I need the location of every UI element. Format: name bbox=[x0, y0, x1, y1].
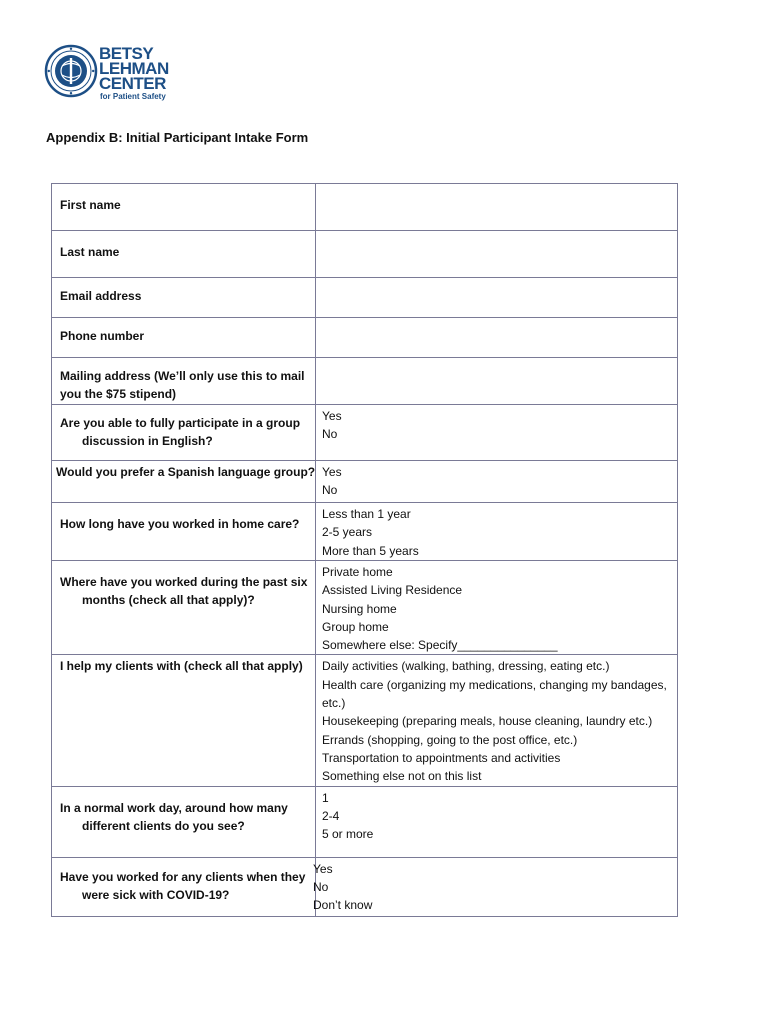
option-clients-2-4[interactable]: 2-4 bbox=[322, 808, 340, 823]
option-somewhere-else[interactable]: Somewhere else: Specify_______________ bbox=[322, 638, 558, 653]
option-english-no[interactable]: No bbox=[322, 427, 338, 442]
question-covid: Have you worked for any clients when they were sick with COVID-19? bbox=[60, 869, 306, 902]
clients-options bbox=[316, 786, 678, 857]
question-cell bbox=[52, 857, 316, 916]
field-label-cell bbox=[52, 318, 316, 358]
question-cell bbox=[52, 405, 316, 461]
option-housekeeping[interactable]: Housekeeping (preparing meals, house cleaning, laundry etc.) bbox=[322, 714, 653, 729]
option-list bbox=[313, 858, 677, 915]
field-label-phone: Phone number bbox=[60, 329, 145, 343]
betsy-lehman-logo bbox=[44, 44, 174, 112]
option-tenure-over-5[interactable]: More than 5 years bbox=[322, 543, 419, 558]
option-private-home[interactable]: Private home bbox=[322, 565, 393, 579]
option-assisted-living[interactable]: Assisted Living Residence bbox=[322, 583, 463, 598]
email-address-input[interactable] bbox=[316, 278, 678, 318]
option-spanish-no[interactable]: No bbox=[322, 483, 338, 498]
field-label-cell bbox=[52, 184, 316, 231]
first-name-input[interactable] bbox=[316, 184, 678, 231]
option-list bbox=[316, 503, 677, 560]
last-name-input[interactable] bbox=[316, 231, 678, 278]
option-tenure-under-1[interactable]: Less than 1 year bbox=[322, 507, 411, 521]
option-something-else[interactable]: Something else not on this list bbox=[322, 769, 482, 784]
form-row-workplace bbox=[52, 561, 678, 655]
logo-wordmark bbox=[99, 46, 169, 103]
option-covid-yes[interactable]: Yes bbox=[313, 861, 333, 876]
english-options bbox=[316, 405, 678, 461]
form-row-mailing-address bbox=[52, 358, 678, 405]
option-list bbox=[316, 561, 677, 654]
question-cell bbox=[52, 503, 316, 561]
field-label-cell bbox=[52, 278, 316, 318]
logo-line-center: CENTER bbox=[99, 74, 166, 93]
logo-line-lehman: LEHMAN bbox=[99, 59, 169, 78]
field-label-cell bbox=[52, 231, 316, 278]
logo-tagline: for Patient Safety bbox=[100, 92, 166, 101]
covid-options bbox=[313, 857, 678, 916]
option-covid-dont-know[interactable]: Don’t know bbox=[313, 898, 373, 913]
question-cell bbox=[52, 461, 316, 503]
option-tenure-2-5[interactable]: 2-5 years bbox=[322, 525, 373, 540]
help-with-options bbox=[316, 655, 678, 786]
field-label-last-name: Last name bbox=[60, 245, 120, 259]
option-english-yes[interactable]: Yes bbox=[322, 409, 342, 423]
question-cell bbox=[52, 561, 316, 655]
tenure-options bbox=[316, 503, 678, 561]
phone-number-input[interactable] bbox=[316, 318, 678, 358]
form-row-english bbox=[52, 405, 678, 461]
question-cell bbox=[52, 655, 316, 786]
page-title: Appendix B: Initial Participant Intake Form bbox=[46, 130, 309, 145]
form-row-email bbox=[52, 278, 678, 318]
option-transportation[interactable]: Transportation to appointments and activities bbox=[322, 750, 561, 765]
field-label-mailing-address: Mailing address (We’ll only use this to mail you the $75 stipend) bbox=[60, 369, 305, 401]
spanish-options bbox=[316, 461, 678, 503]
question-workplace: Where have you worked during the past six months (check all that apply)? bbox=[60, 575, 308, 607]
form-row-spanish bbox=[52, 461, 678, 503]
option-daily-activities[interactable]: Daily activities (walking, bathing, dressing, eating etc.) bbox=[322, 659, 610, 674]
intake-form-table bbox=[51, 183, 678, 917]
form-row-first-name bbox=[52, 184, 678, 231]
workplace-options bbox=[316, 561, 678, 655]
question-clients: In a normal work day, around how many different clients do you see? bbox=[60, 800, 288, 833]
question-help-with: I help my clients with (check all that apply) bbox=[60, 659, 303, 674]
option-list bbox=[316, 655, 677, 785]
option-group-home[interactable]: Group home bbox=[322, 619, 389, 634]
question-spanish: Would you prefer a Spanish language group? bbox=[56, 465, 316, 479]
field-label-email: Email address bbox=[60, 289, 142, 303]
mailing-address-input[interactable] bbox=[316, 358, 678, 405]
form-row-tenure bbox=[52, 503, 678, 561]
option-clients-5-plus[interactable]: 5 or more bbox=[322, 827, 374, 842]
logo-line-betsy: BETSY bbox=[99, 44, 154, 63]
option-health-care[interactable]: Health care (organizing my medications, changing my bandages, etc.) bbox=[322, 677, 667, 711]
state-seal-icon bbox=[44, 44, 98, 98]
question-cell bbox=[52, 786, 316, 857]
form-row-phone bbox=[52, 318, 678, 358]
question-tenure: How long have you worked in home care? bbox=[60, 517, 300, 531]
option-covid-no[interactable]: No bbox=[313, 879, 329, 894]
form-row-help-with bbox=[52, 655, 678, 786]
form-row-covid bbox=[52, 857, 678, 916]
form-row-clients bbox=[52, 786, 678, 857]
option-list bbox=[316, 461, 677, 500]
question-english: Are you able to fully participate in a group discussion in English? bbox=[60, 416, 301, 448]
option-nursing-home[interactable]: Nursing home bbox=[322, 601, 397, 616]
field-label-first-name: First name bbox=[60, 198, 121, 212]
option-list bbox=[316, 787, 677, 844]
option-errands[interactable]: Errands (shopping, going to the post office, etc.) bbox=[322, 732, 578, 747]
form-row-last-name bbox=[52, 231, 678, 278]
option-clients-1[interactable]: 1 bbox=[322, 790, 329, 805]
field-label-cell bbox=[52, 358, 316, 405]
option-list bbox=[316, 405, 677, 444]
option-spanish-yes[interactable]: Yes bbox=[322, 465, 342, 479]
